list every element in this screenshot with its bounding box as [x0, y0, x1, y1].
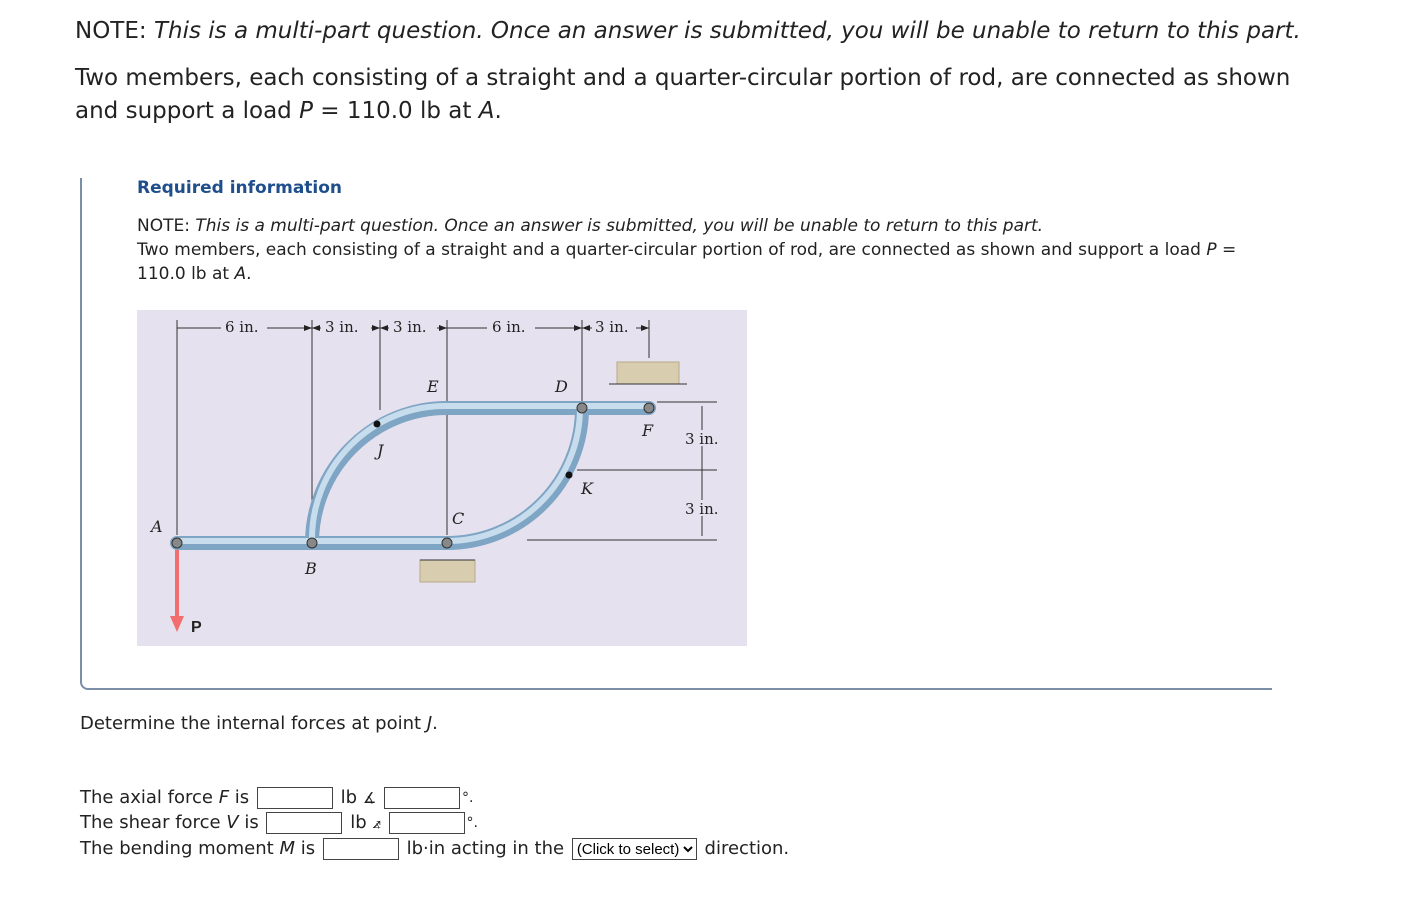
- label-C: C: [452, 509, 465, 528]
- dim-6in-1: 6 in.: [225, 318, 259, 336]
- label-D: D: [555, 377, 568, 396]
- note-text: This is a multi-part question. Once an answer is submitted, you will be unable to return to this part.: [153, 18, 1301, 44]
- axial-force-row: The axial force F is lb ∡ °.: [80, 787, 474, 808]
- bending-moment-input[interactable]: [323, 838, 399, 860]
- required-info-title: Required information: [137, 178, 343, 198]
- dim-3in-2: 3 in.: [393, 318, 427, 336]
- required-info-note: NOTE: This is a multi-part question. Once an answer is submitted, you will be unable to return to this part. Two members, each consisting of a straight and a quarter-circular portion of rod, are connected as shown and support a load P = 110.0 lb at A.: [137, 216, 1237, 284]
- dim-3in-3: 3 in.: [595, 318, 629, 336]
- problem-intro: Two members, each consisting of a straight and a quarter-circular portion of rod, are connected as shown and support a load P = 110.0 lb at A.: [75, 65, 1291, 124]
- label-A: A: [151, 517, 163, 536]
- label-J: J: [377, 441, 384, 460]
- label-F: F: [642, 421, 654, 440]
- shear-force-row: The shear force V is lb ⦨ °.: [80, 812, 478, 833]
- question-text: Determine the internal forces at point J.: [80, 713, 438, 734]
- axial-force-input[interactable]: [257, 787, 333, 809]
- direction-select[interactable]: [572, 838, 697, 860]
- bending-moment-row: The bending moment M is lb·in acting in the (Click to select) direction.: [80, 837, 789, 861]
- shear-angle-input[interactable]: [389, 812, 465, 834]
- axial-angle-input[interactable]: [384, 787, 460, 809]
- label-E: E: [427, 377, 439, 396]
- dim-3in-1: 3 in.: [325, 318, 359, 336]
- shear-force-input[interactable]: [266, 812, 342, 834]
- angle-icon: ⦨: [372, 814, 381, 832]
- angle-icon: ∡: [362, 789, 377, 807]
- page-note: NOTE: This is a multi-part question. Once an answer is submitted, you will be unable to return to this part.: [75, 18, 1301, 44]
- label-B: B: [305, 559, 317, 578]
- label-K: K: [581, 479, 593, 498]
- dim-3in-right-2: 3 in.: [685, 500, 719, 518]
- dim-3in-right-1: 3 in.: [685, 430, 719, 448]
- dim-6in-2: 6 in.: [492, 318, 526, 336]
- problem-figure: [137, 310, 747, 646]
- label-P: P: [191, 619, 202, 636]
